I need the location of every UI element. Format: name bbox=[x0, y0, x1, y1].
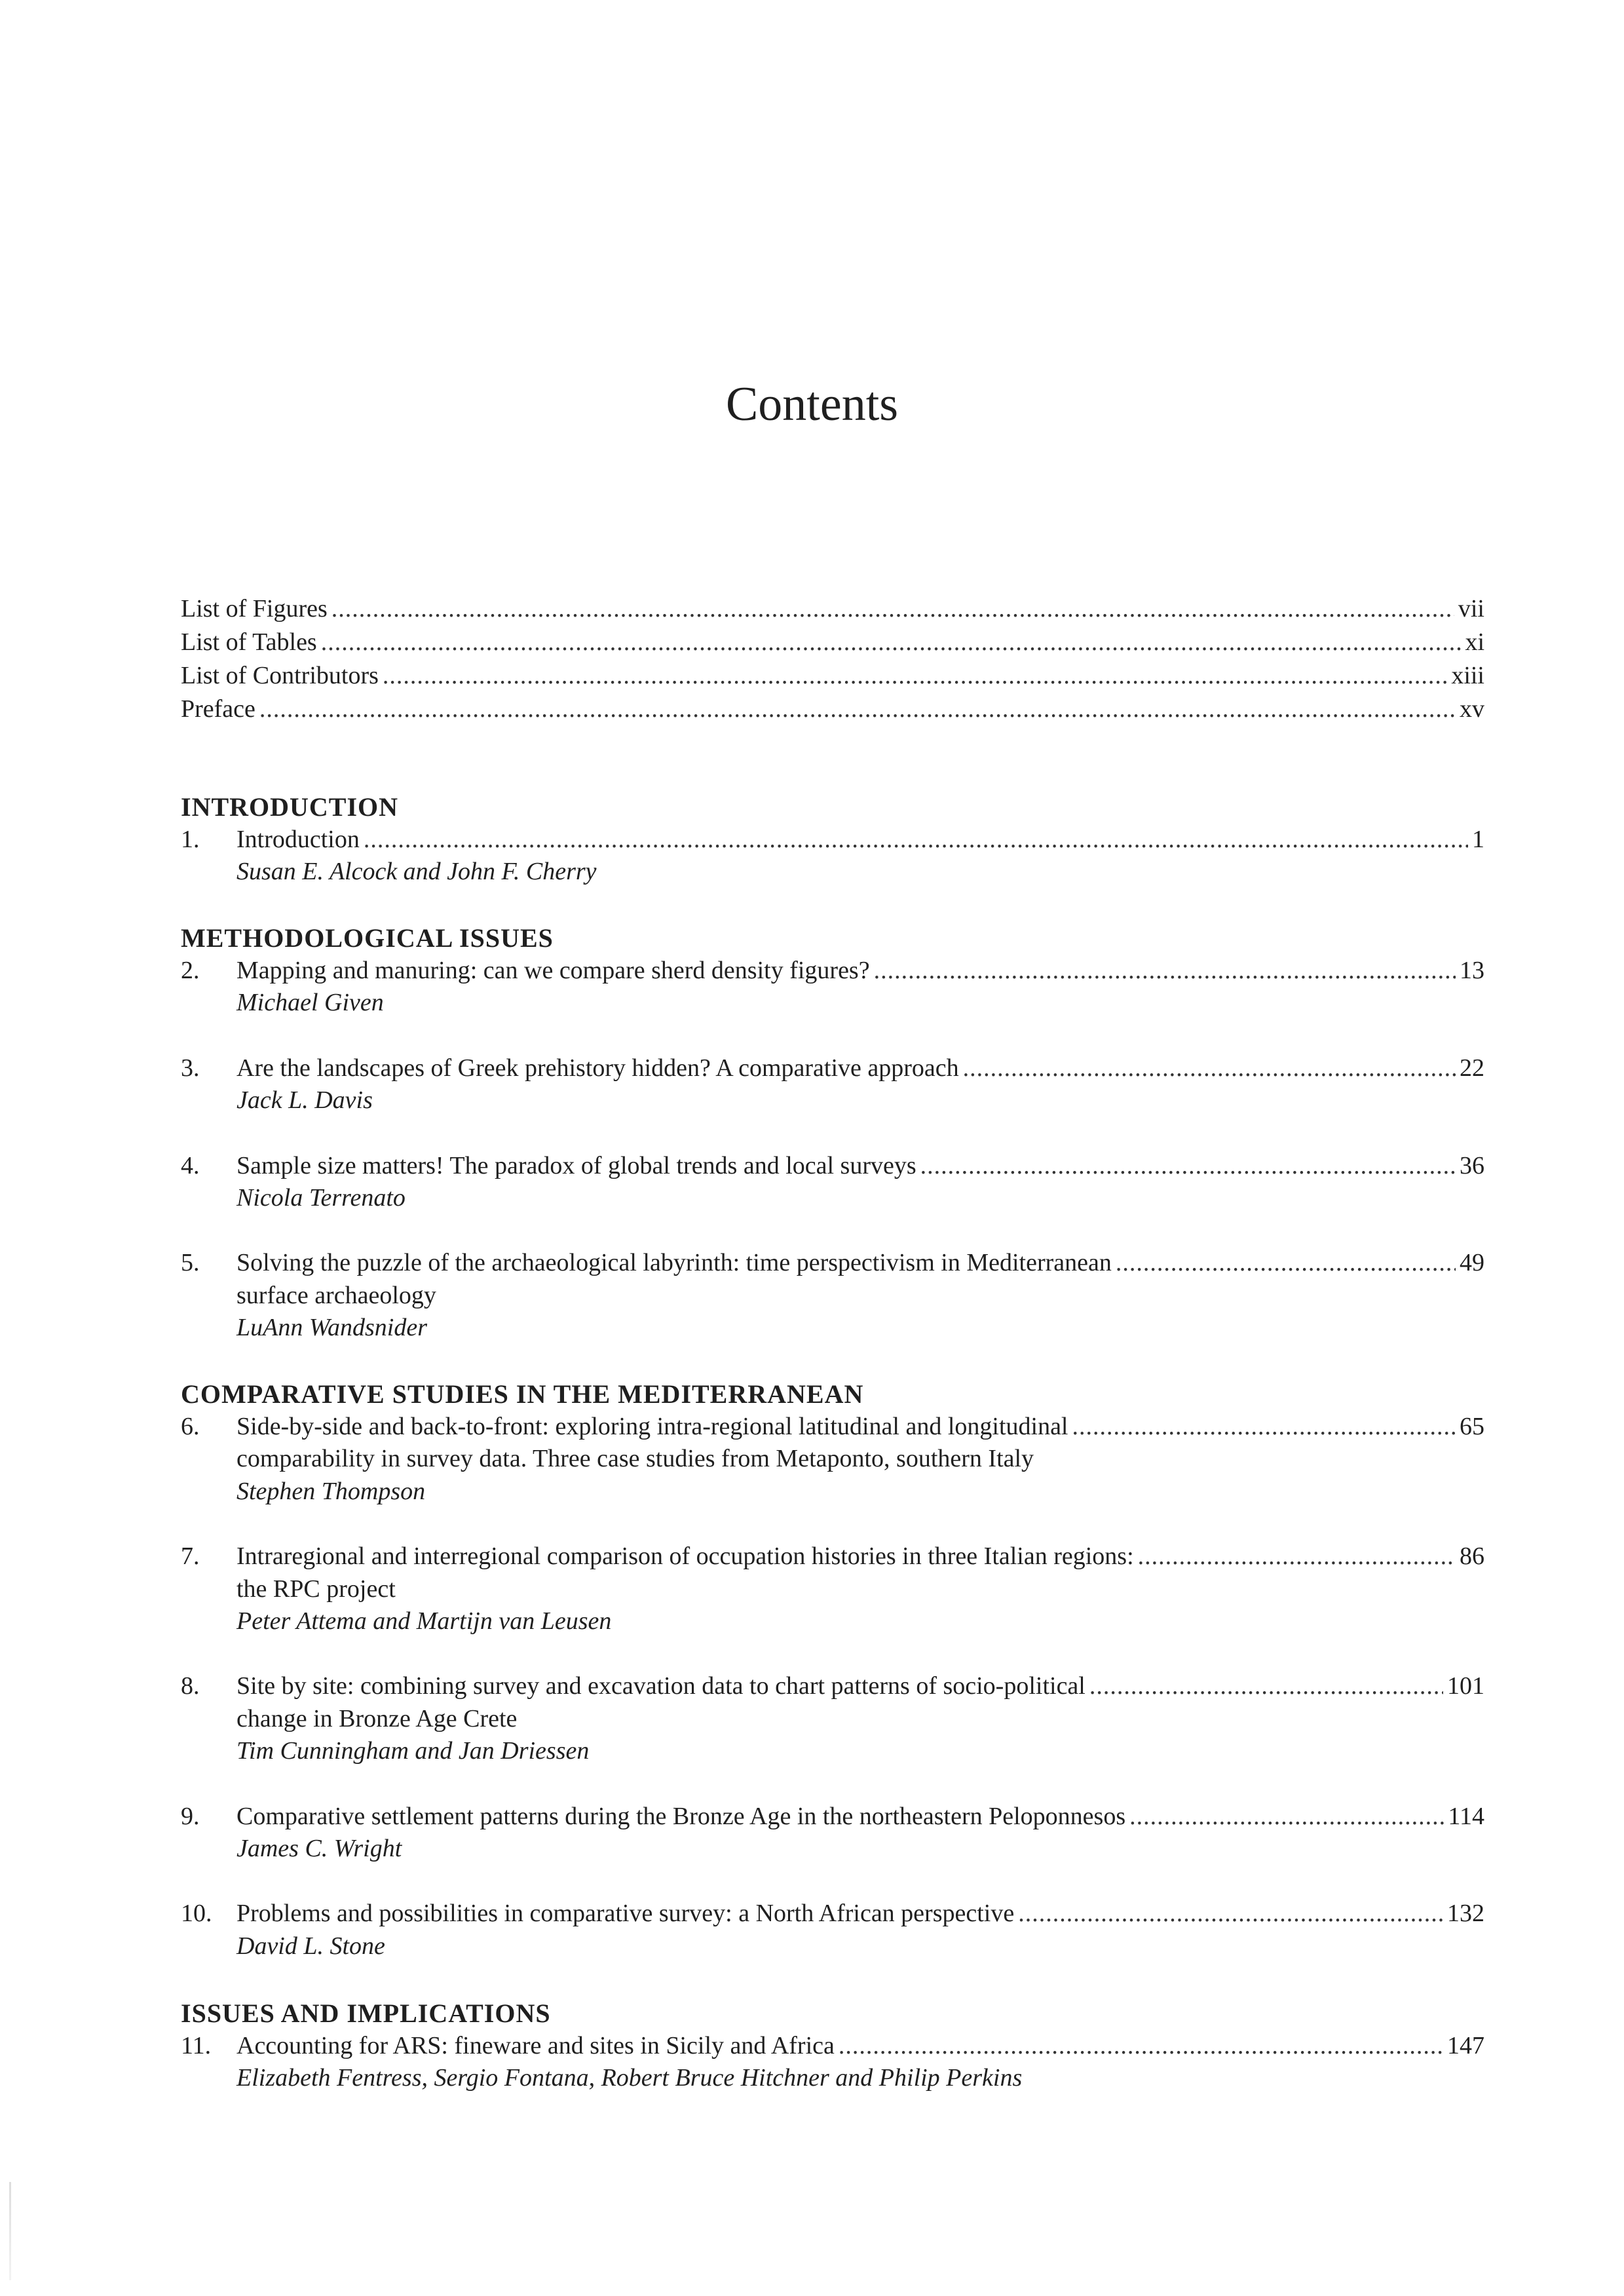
chapter-entry bbox=[181, 1150, 1484, 1215]
chapter-number: 7. bbox=[181, 1542, 200, 1571]
chapter-authors: Michael Given bbox=[236, 989, 384, 1017]
chapter-page-number: 147 bbox=[1447, 2032, 1484, 2059]
dot-leader bbox=[1129, 1801, 1444, 1833]
toc-label: List of Figures bbox=[181, 595, 328, 622]
toc-page-number: xiii bbox=[1451, 662, 1484, 689]
chapter-number: 10. bbox=[181, 1900, 212, 1928]
chapter-title: Comparative settlement patterns during the Bronze Age in the northeastern Peloponnesos bbox=[236, 1802, 1126, 1830]
dot-leader bbox=[1138, 1540, 1456, 1573]
chapter-entry bbox=[181, 1801, 1484, 1866]
chapter-page-number: 132 bbox=[1447, 1900, 1484, 1928]
chapter-authors: Peter Attema and Martijn van Leusen bbox=[236, 1607, 612, 1635]
toc-row bbox=[181, 593, 1484, 626]
chapter-number: 11. bbox=[181, 2032, 212, 2059]
chapter-title: Solving the puzzle of the archaeological labyrinth: time perspectivism in Mediterranean bbox=[236, 1249, 1112, 1277]
chapter-entry bbox=[181, 1411, 1484, 1508]
section-heading: COMPARATIVE STUDIES IN THE MEDITERRANEAN bbox=[181, 1379, 864, 1409]
chapter-entry bbox=[181, 1898, 1484, 1962]
chapter-number: 4. bbox=[181, 1151, 200, 1179]
toc-label: Preface bbox=[181, 695, 255, 723]
section-heading: METHODOLOGICAL ISSUES bbox=[181, 923, 554, 953]
chapter-number: 1. bbox=[181, 826, 200, 853]
chapter-title: Problems and possibilities in comparative survey: a North African perspective bbox=[236, 1900, 1015, 1928]
dot-leader bbox=[321, 626, 1462, 659]
scan-artifact bbox=[9, 2182, 11, 2280]
chapter-number: 8. bbox=[181, 1672, 200, 1700]
chapter-authors: David L. Stone bbox=[236, 1932, 385, 1960]
chapter-page-number: 114 bbox=[1448, 1802, 1484, 1830]
dot-leader bbox=[259, 693, 1456, 725]
dot-leader bbox=[1072, 1411, 1456, 1443]
chapter-number: 2. bbox=[181, 957, 200, 984]
dot-leader bbox=[963, 1052, 1456, 1084]
section-heading: ISSUES AND IMPLICATIONS bbox=[181, 1999, 551, 2028]
chapter-entry bbox=[181, 824, 1484, 889]
dot-leader bbox=[874, 955, 1456, 987]
chapter-entry bbox=[181, 2030, 1484, 2095]
dot-leader bbox=[364, 824, 1468, 856]
section-comparative-studies bbox=[181, 1378, 1484, 1962]
chapter-title: Mapping and manuring: can we compare sherd density figures? bbox=[236, 957, 870, 984]
chapter-page-number: 101 bbox=[1447, 1672, 1484, 1700]
chapter-title-continued: surface archaeology bbox=[236, 1281, 436, 1309]
front-matter-list bbox=[181, 593, 1484, 727]
chapter-entry bbox=[181, 1670, 1484, 1767]
chapter-authors: Nicola Terrenato bbox=[236, 1183, 406, 1212]
toc-row bbox=[181, 693, 1484, 727]
chapter-authors: Susan E. Alcock and John F. Cherry bbox=[236, 858, 597, 886]
chapter-number: 6. bbox=[181, 1413, 200, 1440]
chapter-title: Are the landscapes of Greek prehistory hidden? A comparative approach bbox=[236, 1054, 959, 1082]
chapter-authors: Elizabeth Fentress, Sergio Fontana, Robert Bruce Hitchner and Philip Perkins bbox=[236, 2064, 1023, 2092]
chapter-number: 5. bbox=[181, 1249, 200, 1277]
chapter-authors: James C. Wright bbox=[236, 1834, 402, 1862]
chapter-title-continued: comparability in survey data. Three case studies from Metaponto, southern Italy bbox=[236, 1445, 1034, 1473]
dot-leader bbox=[920, 1150, 1456, 1182]
toc-page-number: xi bbox=[1465, 628, 1484, 656]
chapter-title-continued: the RPC project bbox=[236, 1575, 396, 1603]
section-heading: INTRODUCTION bbox=[181, 792, 399, 822]
chapter-entry bbox=[181, 1247, 1484, 1344]
dot-leader bbox=[1089, 1670, 1443, 1702]
dot-leader bbox=[383, 660, 1447, 692]
toc-label: List of Contributors bbox=[181, 662, 379, 689]
dot-leader bbox=[331, 593, 1454, 625]
section-methodological-issues bbox=[181, 922, 1484, 1345]
chapter-entry bbox=[181, 1540, 1484, 1637]
toc-row bbox=[181, 660, 1484, 693]
chapter-page-number: 13 bbox=[1460, 957, 1484, 984]
chapter-page-number: 1 bbox=[1472, 826, 1484, 853]
chapter-title: Sample size matters! The paradox of global trends and local surveys bbox=[236, 1151, 916, 1179]
chapter-title: Introduction bbox=[236, 826, 360, 853]
toc-row bbox=[181, 626, 1484, 660]
toc-label: List of Tables bbox=[181, 628, 317, 656]
chapter-entry bbox=[181, 1052, 1484, 1117]
toc-page-number: xv bbox=[1460, 695, 1484, 723]
chapter-title: Side-by-side and back-to-front: exploring intra-regional latitudinal and longitudinal bbox=[236, 1413, 1068, 1440]
page-title: Contents bbox=[725, 377, 899, 431]
chapter-authors: LuAnn Wandsnider bbox=[236, 1314, 428, 1342]
chapter-authors: Tim Cunningham and Jan Driessen bbox=[236, 1737, 590, 1765]
toc-page-number: vii bbox=[1458, 595, 1484, 622]
chapter-title-continued: change in Bronze Age Crete bbox=[236, 1704, 518, 1732]
dot-leader bbox=[839, 2030, 1443, 2062]
chapter-page-number: 49 bbox=[1460, 1249, 1484, 1277]
chapter-number: 9. bbox=[181, 1802, 200, 1830]
chapter-page-number: 22 bbox=[1460, 1054, 1484, 1082]
chapter-number: 3. bbox=[181, 1054, 200, 1082]
chapter-page-number: 86 bbox=[1460, 1542, 1484, 1571]
chapter-authors: Stephen Thompson bbox=[236, 1477, 426, 1505]
section-issues-and-implications bbox=[181, 1997, 1484, 2095]
chapter-entry bbox=[181, 955, 1484, 1020]
chapter-title: Accounting for ARS: fineware and sites in Sicily and Africa bbox=[236, 2032, 835, 2059]
chapter-page-number: 36 bbox=[1460, 1151, 1484, 1179]
dot-leader bbox=[1018, 1898, 1443, 1930]
chapter-title: Intraregional and interregional comparison of occupation histories in three Italian regions: bbox=[236, 1542, 1134, 1571]
chapter-title: Site by site: combining survey and excavation data to chart patterns of socio-political bbox=[236, 1672, 1086, 1700]
section-introduction bbox=[181, 791, 1484, 889]
chapter-page-number: 65 bbox=[1460, 1413, 1484, 1440]
chapter-authors: Jack L. Davis bbox=[236, 1086, 373, 1115]
dot-leader bbox=[1116, 1247, 1456, 1279]
